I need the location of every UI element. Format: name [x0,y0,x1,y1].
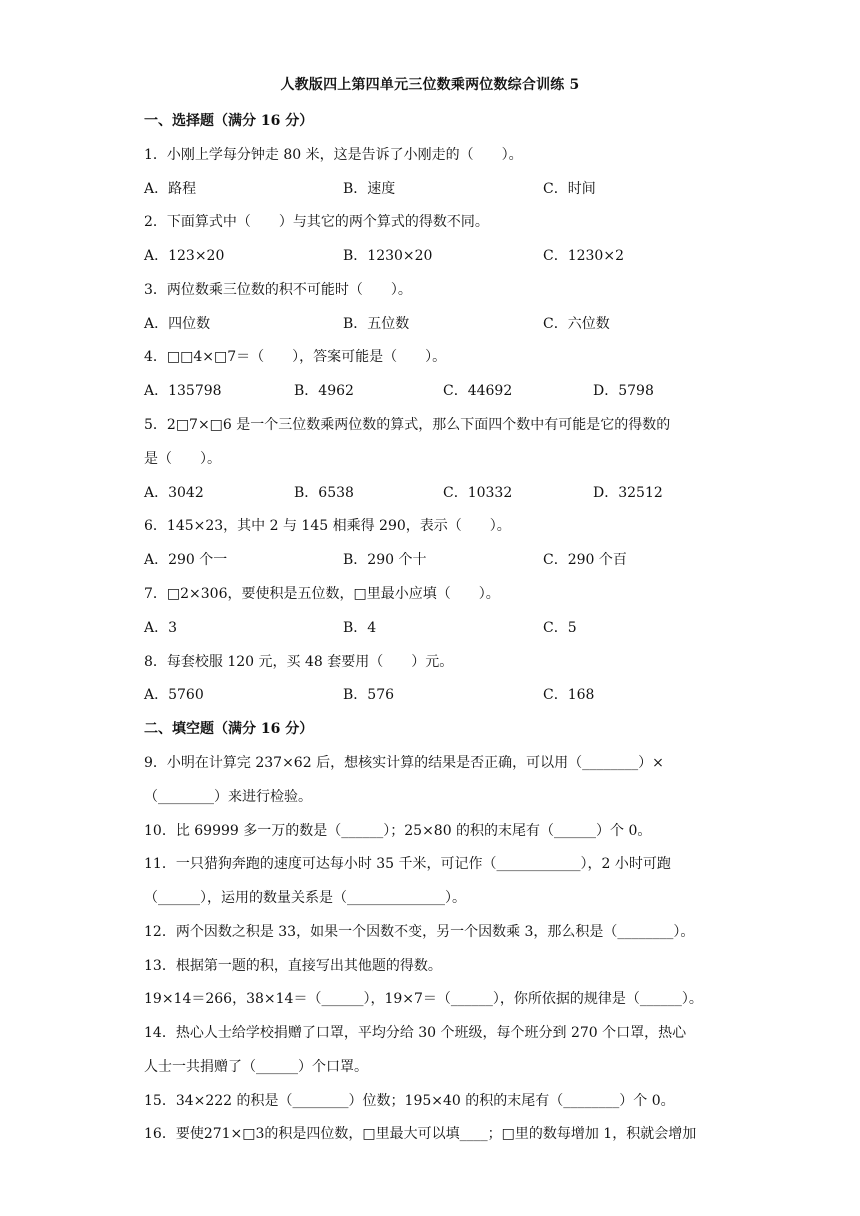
question-13-line-1: 13．根据第一题的积，直接写出其他题的得数。 [144,958,442,974]
q3-option-a: A．四位数 [144,316,211,332]
q1-option-b: B．速度 [343,181,396,197]
question-13-line-2: 19×14＝266，38×14＝（______），19×7＝（______），你所依据的规律是（______）。 [144,991,703,1007]
q5-option-a: A．3042 [144,485,204,501]
q4-option-c: C．44692 [443,383,513,399]
q6-option-c: C．290 个百 [543,552,627,568]
q7-option-c: C．5 [543,620,577,636]
q8-option-c: C．168 [543,687,595,703]
question-7: 7．□2×306，要使积是五位数，□里最小应填（ ）。 [144,586,500,602]
q1-option-a: A．路程 [144,181,197,197]
q6-option-a: A．290 个一 [144,552,228,568]
q3-option-c: C．六位数 [543,316,610,332]
question-14-line-2: 人士一共捐赠了（______）个口罩。 [144,1059,368,1075]
question-14-line-1: 14．热心人士给学校捐赠了口罩，平均分给 30 个班级，每个班分到 270 个口罩，热心 [144,1025,687,1041]
q5-option-c: C．10332 [443,485,513,501]
section-heading-choice: 一、选择题（满分 16 分） [144,113,314,129]
question-1: 1．小刚上学每分钟走 80 米，这是告诉了小刚走的（ ）。 [144,147,523,163]
question-8: 8．每套校服 120 元，买 48 套要用（ ）元。 [144,654,454,670]
q1-option-c: C．时间 [543,181,596,197]
q3-option-b: B．五位数 [343,316,410,332]
question-10: 10．比 69999 多一万的数是（______）；25×80 的积的末尾有（______）个 0。 [144,823,652,839]
q7-option-a: A．3 [144,620,178,636]
question-9-line-2: （________）来进行检验。 [144,789,312,805]
question-3: 3．两位数乘三位数的积不可能时（ ）。 [144,282,412,298]
question-9-line-1: 9．小明在计算完 237×62 后，想核实计算的结果是否正确，可以用（________）× [144,755,664,771]
worksheet-title: 人教版四上第四单元三位数乘两位数综合训练 5 [280,77,580,93]
question-6: 6．145×23，其中 2 与 145 相乘得 290，表示（ ）。 [144,518,511,534]
question-11-line-2: （______），运用的数量关系是（______________）。 [144,890,466,906]
question-16: 16．要使271×□3的积是四位数，□里最大可以填____；□里的数每增加 1，积就会增加 [144,1126,697,1142]
q7-option-b: B．4 [343,620,377,636]
q4-option-d: D．5798 [593,383,654,399]
q6-option-b: B．290 个十 [343,552,427,568]
q4-option-b: B．4962 [294,383,354,399]
section-heading-fill-in: 二、填空题（满分 16 分） [144,721,314,737]
question-12: 12．两个因数之积是 33，如果一个因数不变，另一个因数乘 3，那么积是（________）。 [144,924,695,940]
q4-option-a: A．135798 [144,383,222,399]
q2-option-a: A．123×20 [144,248,225,264]
question-11-line-1: 11．一只猎狗奔跑的速度可达每小时 35 千米，可记作（____________），2 小时可跑 [144,856,671,872]
question-15: 15．34×222 的积是（________）位数；195×40 的积的末尾有（________）个 0。 [144,1093,675,1109]
question-4: 4．□□4×□7＝（ ），答案可能是（ ）。 [144,349,447,365]
q5-option-d: D．32512 [593,485,663,501]
question-5-line-1: 5．2□7×□6 是一个三位数乘两位数的算式，那么下面四个数中有可能是它的得数的 [144,417,671,433]
q8-option-b: B．576 [343,687,395,703]
question-2: 2．下面算式中（ ）与其它的两个算式的得数不同。 [144,214,489,230]
q5-option-b: B．6538 [294,485,354,501]
q8-option-a: A．5760 [144,687,204,703]
q2-option-c: C．1230×2 [543,248,624,264]
q2-option-b: B．1230×20 [343,248,433,264]
question-5-line-2: 是（ ）。 [144,451,221,467]
